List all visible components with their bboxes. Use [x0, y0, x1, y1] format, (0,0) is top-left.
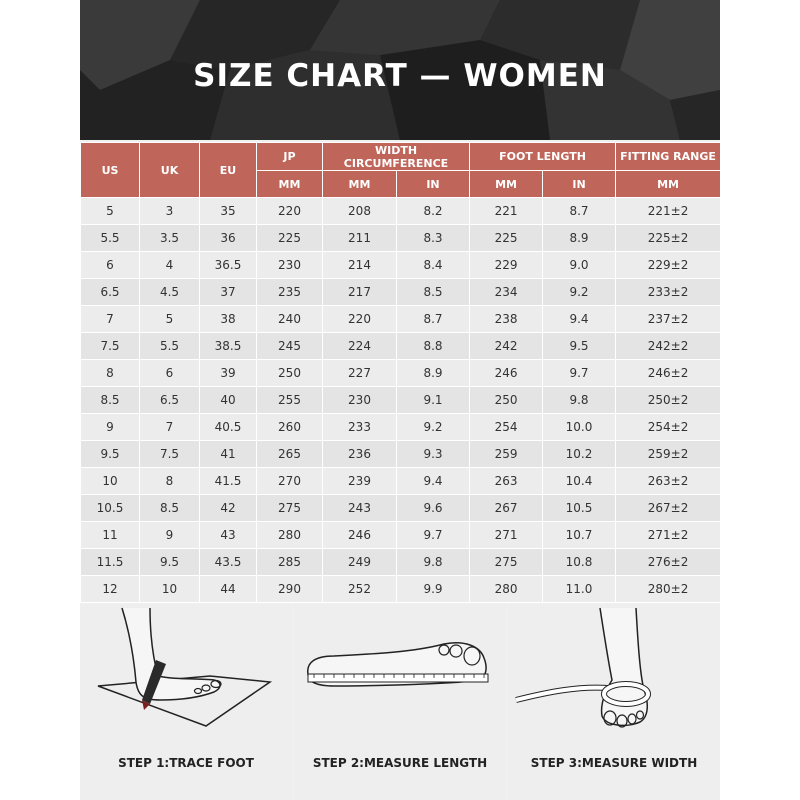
- table-row: [81, 495, 721, 522]
- cell-uk: 4.5: [140, 279, 200, 306]
- cell-eu: 40.5: [200, 414, 257, 441]
- cell-eu: 44: [200, 576, 257, 603]
- table-row: [81, 387, 721, 414]
- table-row: [81, 414, 721, 441]
- cell-width-in: 9.6: [397, 495, 470, 522]
- cell-fit-mm: 225±2: [616, 225, 721, 252]
- subheader-fit-mm: MM: [616, 171, 721, 198]
- cell-fit-mm: 263±2: [616, 468, 721, 495]
- table-body: [81, 198, 721, 603]
- cell-length-in: 9.5: [543, 333, 616, 360]
- cell-length-in: 8.7: [543, 198, 616, 225]
- cell-length-mm: 280: [470, 576, 543, 603]
- cell-width-in: 8.4: [397, 252, 470, 279]
- cell-width-mm: 249: [323, 549, 397, 576]
- subheader-width-in: IN: [397, 171, 470, 198]
- cell-uk: 8: [140, 468, 200, 495]
- cell-jp-mm: 275: [257, 495, 323, 522]
- cell-jp-mm: 285: [257, 549, 323, 576]
- table-row: [81, 441, 721, 468]
- cell-uk: 7.5: [140, 441, 200, 468]
- header-row: [81, 143, 721, 171]
- cell-width-in: 8.7: [397, 306, 470, 333]
- cell-jp-mm: 260: [257, 414, 323, 441]
- cell-length-in: 9.8: [543, 387, 616, 414]
- cell-length-mm: 263: [470, 468, 543, 495]
- header-fitting-range: FITTING RANGE: [616, 143, 721, 171]
- cell-uk: 10: [140, 576, 200, 603]
- cell-eu: 41: [200, 441, 257, 468]
- cell-uk: 8.5: [140, 495, 200, 522]
- cell-uk: 3: [140, 198, 200, 225]
- table-row: [81, 576, 721, 603]
- cell-width-in: 9.1: [397, 387, 470, 414]
- cell-fit-mm: 254±2: [616, 414, 721, 441]
- cell-eu: 43.5: [200, 549, 257, 576]
- cell-length-mm: 271: [470, 522, 543, 549]
- cell-fit-mm: 250±2: [616, 387, 721, 414]
- cell-jp-mm: 240: [257, 306, 323, 333]
- table-row: [81, 333, 721, 360]
- cell-fit-mm: 237±2: [616, 306, 721, 333]
- cell-uk: 7: [140, 414, 200, 441]
- cell-length-mm: 246: [470, 360, 543, 387]
- cell-us: 10.5: [81, 495, 140, 522]
- cell-fit-mm: 233±2: [616, 279, 721, 306]
- cell-width-in: 8.2: [397, 198, 470, 225]
- cell-jp-mm: 280: [257, 522, 323, 549]
- cell-length-in: 10.7: [543, 522, 616, 549]
- cell-eu: 35: [200, 198, 257, 225]
- cell-width-in: 9.3: [397, 441, 470, 468]
- cell-jp-mm: 230: [257, 252, 323, 279]
- cell-length-mm: 267: [470, 495, 543, 522]
- table-row: [81, 279, 721, 306]
- page-title: SIZE CHART — WOMEN: [193, 58, 607, 94]
- cell-eu: 40: [200, 387, 257, 414]
- cell-length-mm: 238: [470, 306, 543, 333]
- table-row: [81, 549, 721, 576]
- cell-jp-mm: 220: [257, 198, 323, 225]
- header-width: WIDTH CIRCUMFERENCE: [323, 143, 470, 171]
- step-trace-foot: [80, 604, 292, 800]
- table-row: [81, 360, 721, 387]
- table-row: [81, 225, 721, 252]
- header-us: US: [81, 143, 140, 198]
- cell-us: 11: [81, 522, 140, 549]
- cell-width-in: 8.5: [397, 279, 470, 306]
- cell-width-in: 8.8: [397, 333, 470, 360]
- cell-fit-mm: 259±2: [616, 441, 721, 468]
- cell-uk: 6: [140, 360, 200, 387]
- subheader-length-in: IN: [543, 171, 616, 198]
- table-row: [81, 198, 721, 225]
- step-3-label: STEP 3:MEASURE WIDTH: [530, 756, 698, 770]
- cell-length-mm: 254: [470, 414, 543, 441]
- cell-width-mm: 220: [323, 306, 397, 333]
- cell-fit-mm: 276±2: [616, 549, 721, 576]
- cell-length-in: 9.0: [543, 252, 616, 279]
- cell-uk: 3.5: [140, 225, 200, 252]
- cell-fit-mm: 271±2: [616, 522, 721, 549]
- cell-width-in: 9.7: [397, 522, 470, 549]
- cell-length-mm: 221: [470, 198, 543, 225]
- cell-length-in: 10.5: [543, 495, 616, 522]
- cell-jp-mm: 225: [257, 225, 323, 252]
- cell-us: 9: [81, 414, 140, 441]
- cell-width-mm: 239: [323, 468, 397, 495]
- cell-fit-mm: 267±2: [616, 495, 721, 522]
- cell-eu: 43: [200, 522, 257, 549]
- cell-eu: 41.5: [200, 468, 257, 495]
- cell-uk: 9: [140, 522, 200, 549]
- step-2-label: STEP 2:MEASURE LENGTH: [312, 756, 488, 770]
- cell-us: 5.5: [81, 225, 140, 252]
- cell-fit-mm: 221±2: [616, 198, 721, 225]
- cell-length-in: 11.0: [543, 576, 616, 603]
- subheader-jp-mm: MM: [257, 171, 323, 198]
- cell-jp-mm: 255: [257, 387, 323, 414]
- cell-length-mm: 234: [470, 279, 543, 306]
- cell-width-in: 8.9: [397, 360, 470, 387]
- cell-width-mm: 246: [323, 522, 397, 549]
- cell-fit-mm: 229±2: [616, 252, 721, 279]
- header-jp: JP: [257, 143, 323, 171]
- cell-uk: 6.5: [140, 387, 200, 414]
- cell-length-in: 9.7: [543, 360, 616, 387]
- cell-fit-mm: 280±2: [616, 576, 721, 603]
- cell-length-mm: 225: [470, 225, 543, 252]
- cell-length-in: 9.2: [543, 279, 616, 306]
- cell-width-mm: 227: [323, 360, 397, 387]
- foot-trace-icon: [80, 604, 292, 754]
- cell-width-mm: 224: [323, 333, 397, 360]
- cell-uk: 5: [140, 306, 200, 333]
- table-row: [81, 306, 721, 333]
- cell-jp-mm: 235: [257, 279, 323, 306]
- cell-fit-mm: 246±2: [616, 360, 721, 387]
- cell-us: 12: [81, 576, 140, 603]
- cell-width-mm: 211: [323, 225, 397, 252]
- cell-width-in: 8.3: [397, 225, 470, 252]
- cell-jp-mm: 245: [257, 333, 323, 360]
- cell-width-mm: 208: [323, 198, 397, 225]
- table-row: [81, 468, 721, 495]
- cell-fit-mm: 242±2: [616, 333, 721, 360]
- foot-length-icon: [294, 604, 506, 754]
- cell-eu: 36: [200, 225, 257, 252]
- cell-eu: 38: [200, 306, 257, 333]
- step-measure-width: [508, 604, 720, 800]
- cell-uk: 5.5: [140, 333, 200, 360]
- subheader-length-mm: MM: [470, 171, 543, 198]
- cell-us: 9.5: [81, 441, 140, 468]
- cell-us: 11.5: [81, 549, 140, 576]
- size-table: [80, 142, 721, 603]
- cell-length-mm: 275: [470, 549, 543, 576]
- hero-banner: [80, 0, 720, 140]
- cell-width-mm: 233: [323, 414, 397, 441]
- cell-uk: 4: [140, 252, 200, 279]
- foot-width-icon: [508, 604, 720, 754]
- ruler-icon: [308, 674, 488, 682]
- cell-width-in: 9.8: [397, 549, 470, 576]
- cell-width-mm: 230: [323, 387, 397, 414]
- cell-length-in: 10.4: [543, 468, 616, 495]
- cell-us: 6.5: [81, 279, 140, 306]
- cell-us: 10: [81, 468, 140, 495]
- header-foot-length: FOOT LENGTH: [470, 143, 616, 171]
- step-measure-length: [294, 604, 506, 800]
- cell-length-in: 10.0: [543, 414, 616, 441]
- step-1-label: STEP 1:TRACE FOOT: [118, 756, 254, 770]
- table-row: [81, 252, 721, 279]
- measuring-steps: [80, 604, 720, 800]
- cell-us: 8.5: [81, 387, 140, 414]
- cell-width-in: 9.2: [397, 414, 470, 441]
- cell-eu: 36.5: [200, 252, 257, 279]
- header-uk: UK: [140, 143, 200, 198]
- cell-length-mm: 242: [470, 333, 543, 360]
- cell-width-mm: 236: [323, 441, 397, 468]
- header-eu: EU: [200, 143, 257, 198]
- cell-length-mm: 229: [470, 252, 543, 279]
- cell-length-in: 8.9: [543, 225, 616, 252]
- cell-length-mm: 259: [470, 441, 543, 468]
- cell-jp-mm: 290: [257, 576, 323, 603]
- table-row: [81, 522, 721, 549]
- cell-width-mm: 252: [323, 576, 397, 603]
- cell-length-mm: 250: [470, 387, 543, 414]
- cell-length-in: 9.4: [543, 306, 616, 333]
- cell-eu: 39: [200, 360, 257, 387]
- cell-width-mm: 243: [323, 495, 397, 522]
- cell-jp-mm: 270: [257, 468, 323, 495]
- size-chart-sheet: [80, 0, 720, 800]
- cell-length-in: 10.8: [543, 549, 616, 576]
- cell-uk: 9.5: [140, 549, 200, 576]
- cell-us: 6: [81, 252, 140, 279]
- cell-length-in: 10.2: [543, 441, 616, 468]
- cell-eu: 42: [200, 495, 257, 522]
- cell-us: 7: [81, 306, 140, 333]
- cell-eu: 38.5: [200, 333, 257, 360]
- cell-us: 7.5: [81, 333, 140, 360]
- subheader-width-mm: MM: [323, 171, 397, 198]
- cell-width-in: 9.9: [397, 576, 470, 603]
- cell-us: 8: [81, 360, 140, 387]
- cell-jp-mm: 265: [257, 441, 323, 468]
- cell-width-in: 9.4: [397, 468, 470, 495]
- cell-width-mm: 217: [323, 279, 397, 306]
- cell-us: 5: [81, 198, 140, 225]
- cell-eu: 37: [200, 279, 257, 306]
- cell-jp-mm: 250: [257, 360, 323, 387]
- cell-width-mm: 214: [323, 252, 397, 279]
